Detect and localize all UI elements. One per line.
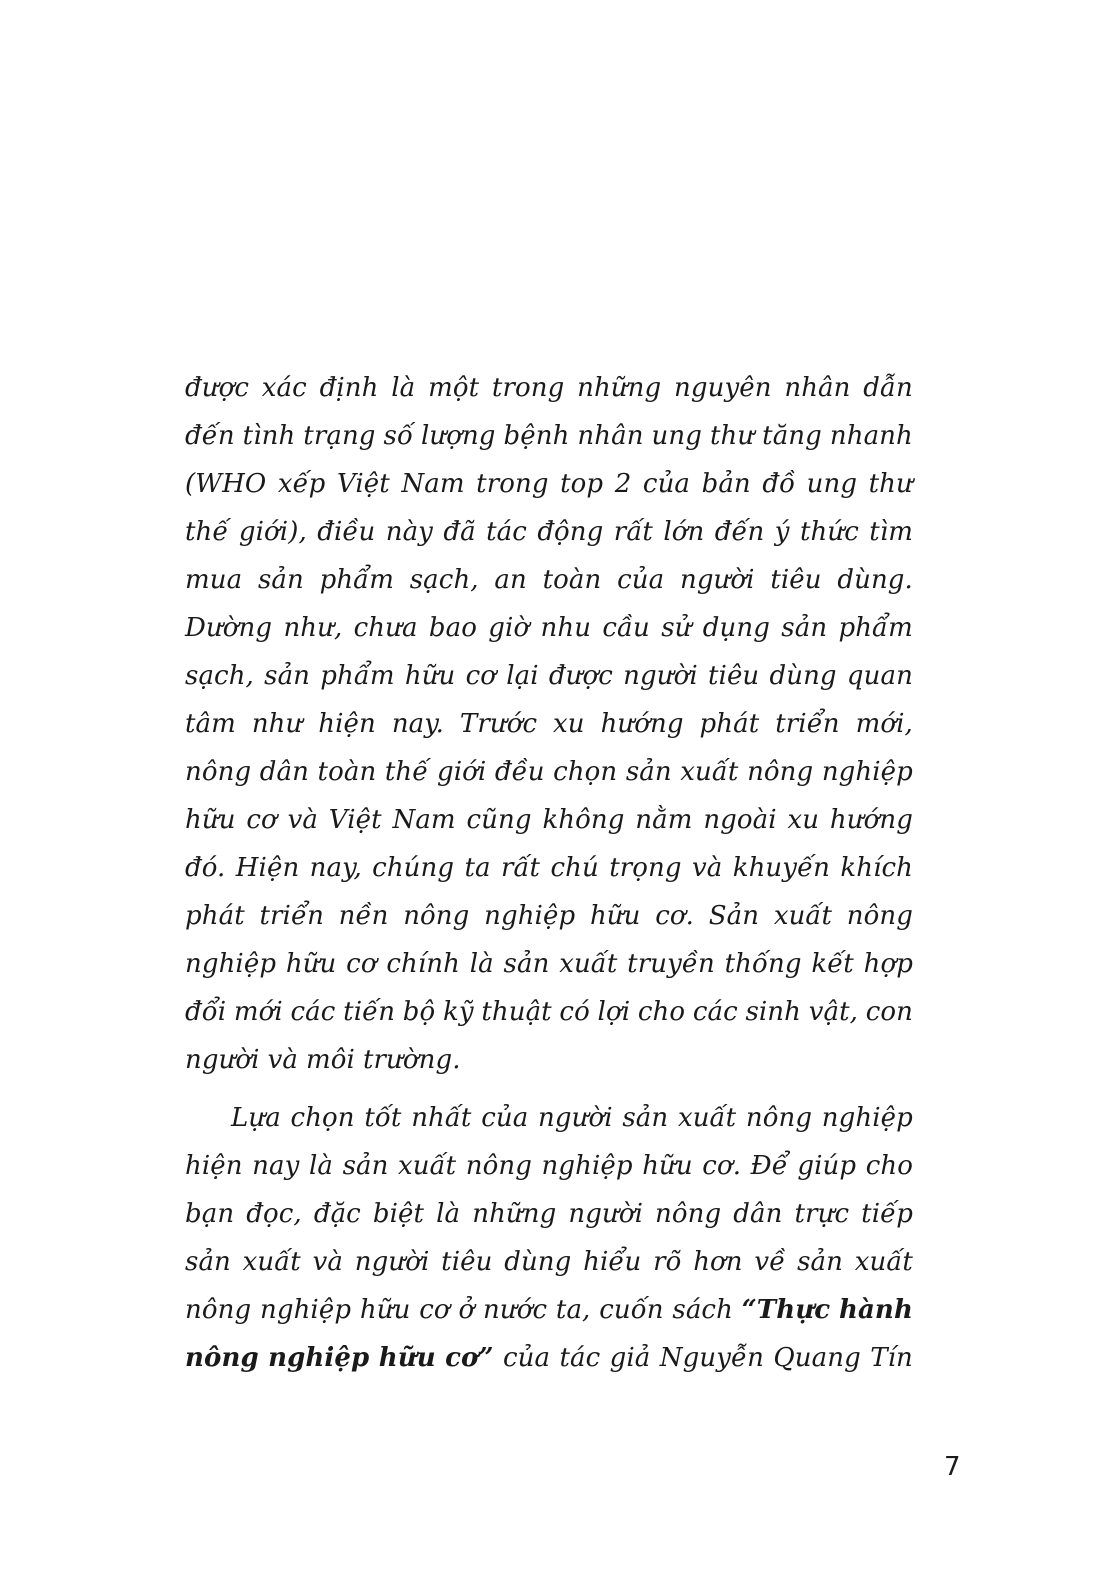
word: cũng <box>466 805 532 835</box>
word: là <box>469 949 494 979</box>
word: dùng. <box>837 565 913 595</box>
word: truyền <box>627 949 715 979</box>
word: cơ. <box>655 901 694 931</box>
word: người <box>568 1199 643 1229</box>
word: triển <box>259 901 324 931</box>
word: đã <box>443 517 476 547</box>
word: của <box>481 1103 529 1133</box>
word: Sản <box>708 901 760 931</box>
word: nghiệp <box>259 1295 352 1325</box>
word: trực <box>794 1199 850 1229</box>
word: và <box>312 1247 344 1277</box>
word: Trước <box>459 709 538 739</box>
word: vật, <box>808 997 859 1027</box>
word: sinh <box>745 997 802 1027</box>
text-line <box>185 556 913 604</box>
text-line <box>185 412 913 460</box>
word: chưa <box>353 613 418 643</box>
word: giờ <box>488 613 530 643</box>
word: giúp <box>797 1151 857 1181</box>
word: cuốn <box>599 1295 664 1325</box>
word: nghiệp <box>541 1151 633 1181</box>
word: chọn <box>290 1103 355 1133</box>
word: này <box>385 517 433 547</box>
word: ý <box>774 517 790 547</box>
text-line <box>185 1036 913 1084</box>
word: nghiệp <box>821 1103 913 1133</box>
word: Quang <box>773 1343 861 1373</box>
word: quan <box>846 661 913 691</box>
word: là <box>308 1151 333 1181</box>
word: chọn <box>553 757 618 787</box>
word: lớn <box>663 517 705 547</box>
word: trạng <box>303 421 376 451</box>
word: con <box>865 997 913 1027</box>
word: như <box>251 709 303 739</box>
word: rất <box>613 517 653 547</box>
word: nghiệp <box>821 757 913 787</box>
word: nền <box>338 901 389 931</box>
word: Để <box>750 1151 788 1181</box>
word: nông <box>655 1199 722 1229</box>
word: mới, <box>855 709 913 739</box>
word: top <box>560 469 604 499</box>
word: người <box>538 1103 613 1133</box>
word: nông <box>747 757 814 787</box>
word: sử <box>661 613 692 643</box>
word: như, <box>283 613 343 643</box>
word: hiện <box>185 1151 243 1181</box>
word: đến <box>714 517 765 547</box>
word: số <box>383 421 413 451</box>
word: có <box>559 997 590 1027</box>
word: là <box>391 373 416 403</box>
word: rõ <box>653 1247 682 1277</box>
word: xuất <box>854 1247 913 1277</box>
word: sản <box>257 565 304 595</box>
word: phẩm <box>320 661 395 691</box>
word: Tín <box>870 1343 913 1373</box>
word: xuất <box>677 1103 737 1133</box>
word: trọng <box>609 853 682 883</box>
word: người <box>623 661 698 691</box>
word: bạn <box>185 1199 235 1229</box>
word: tiến <box>343 997 396 1027</box>
word: của <box>617 565 665 595</box>
text-line <box>185 460 913 508</box>
word: là <box>436 1199 461 1229</box>
text-line <box>185 364 913 412</box>
word: được <box>548 661 613 691</box>
word: triển <box>775 709 840 739</box>
word: thế <box>384 757 429 787</box>
word: nằm <box>635 805 693 835</box>
word: nhu <box>540 613 592 643</box>
word: những <box>577 373 662 403</box>
word: hữu <box>404 661 456 691</box>
word: nhân <box>577 421 644 451</box>
word: (WHO <box>185 469 267 499</box>
word: nông <box>465 1151 532 1181</box>
word: phát <box>185 901 245 931</box>
word: xếp <box>277 469 326 499</box>
text-line <box>185 604 913 652</box>
word: sạch, <box>185 661 254 691</box>
word: hữu <box>359 1295 411 1325</box>
word: nước <box>483 1295 548 1325</box>
word: đều <box>494 757 545 787</box>
word: sạch, <box>409 565 479 595</box>
word: của <box>642 469 691 499</box>
word: và <box>267 1045 298 1075</box>
word: toàn <box>317 757 377 787</box>
text-line <box>185 940 913 988</box>
word: lượng <box>420 421 496 451</box>
word: “Thực <box>741 1295 831 1325</box>
word: nông <box>846 901 913 931</box>
word: và <box>691 853 723 883</box>
word: thuật <box>481 997 552 1027</box>
word: bộ <box>402 997 436 1027</box>
word: những <box>472 1199 557 1229</box>
word: hành <box>838 1295 913 1325</box>
word: thức <box>799 517 859 547</box>
word: thư <box>709 421 755 451</box>
word: về <box>754 1247 786 1277</box>
word: nông <box>745 1103 813 1133</box>
word: hữu <box>285 949 337 979</box>
word: cơ <box>346 949 377 979</box>
text-line <box>185 1094 913 1142</box>
word: lợi <box>597 997 631 1027</box>
text-line <box>185 1286 913 1334</box>
word: ta <box>464 853 491 883</box>
text-line <box>185 1142 913 1190</box>
text-line <box>185 892 913 940</box>
word: tiêu <box>441 1247 493 1277</box>
word: nhanh <box>829 421 913 451</box>
word: động <box>537 517 604 547</box>
word: hướng <box>600 709 684 739</box>
word: ta, <box>555 1295 591 1325</box>
word: khích <box>840 853 913 883</box>
word: trong <box>491 373 565 403</box>
word: đặc <box>313 1199 361 1229</box>
word: sách <box>672 1295 733 1325</box>
word: toàn <box>542 565 602 595</box>
word: hơn <box>693 1247 743 1277</box>
word: một <box>428 373 480 403</box>
text-line <box>185 748 913 796</box>
word: xuất <box>242 1247 301 1277</box>
word: nông <box>185 1343 259 1373</box>
word: tác <box>559 1343 601 1373</box>
word: mua <box>185 565 243 595</box>
text-line <box>185 652 913 700</box>
word: không <box>542 805 625 835</box>
word: sản <box>797 1247 843 1277</box>
word: dùng <box>504 1247 572 1277</box>
word: xuất <box>559 949 618 979</box>
word: đọc, <box>246 1199 302 1229</box>
word: đó. <box>185 853 226 883</box>
word: dân <box>259 757 309 787</box>
word: của <box>502 1343 551 1373</box>
word: ung <box>806 469 858 499</box>
word: Nguyễn <box>659 1343 764 1373</box>
word: nghiệp <box>484 901 576 931</box>
word: xu <box>553 709 585 739</box>
word: giới <box>436 757 487 787</box>
word: nay <box>252 1151 300 1181</box>
word: các <box>290 997 336 1027</box>
word: bệnh <box>503 421 570 451</box>
word: tìm <box>869 517 913 547</box>
word: các <box>692 997 738 1027</box>
word: cơ <box>246 805 277 835</box>
word: cơ” <box>445 1343 494 1373</box>
word: hữu <box>185 805 236 835</box>
word: nông <box>185 757 252 787</box>
word: rất <box>501 853 541 883</box>
word: phẩm <box>838 613 913 643</box>
word: mới <box>233 997 283 1027</box>
word: kỹ <box>442 997 474 1027</box>
word: nghiệp <box>185 949 277 979</box>
text-line <box>185 700 913 748</box>
word: môi <box>306 1045 355 1075</box>
word: ngoài <box>703 805 777 835</box>
word: dụng <box>702 613 770 643</box>
word: bao <box>428 613 477 643</box>
text-line <box>185 1190 913 1238</box>
word: dùng <box>769 661 837 691</box>
word: tiêu <box>707 661 760 691</box>
word: hữu <box>378 1343 436 1373</box>
word: tiêu <box>770 565 822 595</box>
page-body <box>185 364 913 1382</box>
word: và <box>287 805 318 835</box>
word: dân <box>733 1199 783 1229</box>
word: Lựa <box>231 1103 281 1133</box>
word: cơ. <box>702 1151 742 1181</box>
word: sản <box>503 949 550 979</box>
text-line <box>185 796 913 844</box>
word: nhân <box>784 373 851 403</box>
word: tâm <box>185 709 236 739</box>
text-line <box>185 1334 913 1382</box>
word: định <box>319 373 379 403</box>
word: nguyên <box>674 373 772 403</box>
word: sản <box>185 1247 231 1277</box>
word: nay, <box>309 853 362 883</box>
word: trường. <box>362 1045 461 1075</box>
word: nghiệp <box>268 1343 370 1373</box>
text-line <box>185 844 913 892</box>
word: hướng <box>829 805 913 835</box>
word: giới), <box>238 517 307 547</box>
word: khuyến <box>732 853 831 883</box>
word: Nam <box>392 805 456 835</box>
word: kết <box>811 949 854 979</box>
word: được <box>185 373 250 403</box>
word: tình <box>242 421 296 451</box>
word: cầu <box>602 613 650 643</box>
word: phát <box>699 709 760 739</box>
word: sản <box>625 757 672 787</box>
word: cho <box>637 997 686 1027</box>
word: hiện <box>318 709 376 739</box>
word: giả <box>609 1343 651 1373</box>
word: dẫn <box>863 373 913 403</box>
word: 2 <box>614 469 632 499</box>
word: Hiện <box>235 853 300 883</box>
word: người <box>679 565 755 595</box>
word: xác <box>261 373 307 403</box>
word: đổi <box>185 997 227 1027</box>
text-line <box>185 508 913 556</box>
word: nhất <box>411 1103 472 1133</box>
word: cho <box>865 1151 913 1181</box>
word: cơ <box>419 1295 450 1325</box>
word: thư <box>868 469 913 499</box>
word: chính <box>386 949 460 979</box>
word: nay. <box>391 709 444 739</box>
word: đến <box>185 421 235 451</box>
word: xuất <box>680 757 739 787</box>
word: đồ <box>762 469 796 499</box>
word: sản <box>781 613 828 643</box>
word: trong <box>476 469 549 499</box>
word: Việt <box>328 805 382 835</box>
word: nông <box>185 1295 252 1325</box>
word: hữu <box>642 1151 693 1181</box>
word: người <box>185 1045 260 1075</box>
word: hữu <box>589 901 641 931</box>
word: hợp <box>863 949 913 979</box>
word: xuất <box>398 1151 457 1181</box>
word: sản <box>342 1151 389 1181</box>
word: tiếp <box>861 1199 913 1229</box>
word: sản <box>622 1103 669 1133</box>
word: Dường <box>185 613 273 643</box>
word: tăng <box>762 421 822 451</box>
word: chúng <box>372 853 455 883</box>
word: Việt <box>336 469 390 499</box>
text-line <box>185 988 913 1036</box>
word: xu <box>787 805 820 835</box>
word: bản <box>701 469 751 499</box>
word: phẩm <box>319 565 394 595</box>
paragraph-1 <box>185 364 913 1084</box>
word: sản <box>264 661 311 691</box>
word: hiểu <box>583 1247 642 1277</box>
word: lại <box>506 661 539 691</box>
word: ở <box>458 1295 475 1325</box>
word: điều <box>317 517 376 547</box>
word: thế <box>185 517 229 547</box>
word: người <box>354 1247 430 1277</box>
text-line <box>185 1238 913 1286</box>
paragraph-2 <box>185 1094 913 1382</box>
word: Nam <box>401 469 465 499</box>
word: xuất <box>773 901 833 931</box>
word: cơ <box>465 661 497 691</box>
word: biệt <box>372 1199 425 1229</box>
word: nông <box>403 901 470 931</box>
word: chú <box>550 853 599 883</box>
word: tác <box>486 517 527 547</box>
word: tốt <box>364 1103 402 1133</box>
word: ung <box>651 421 702 451</box>
page-number: 7 <box>944 1452 961 1482</box>
word: thống <box>724 949 802 979</box>
word: an <box>494 565 527 595</box>
